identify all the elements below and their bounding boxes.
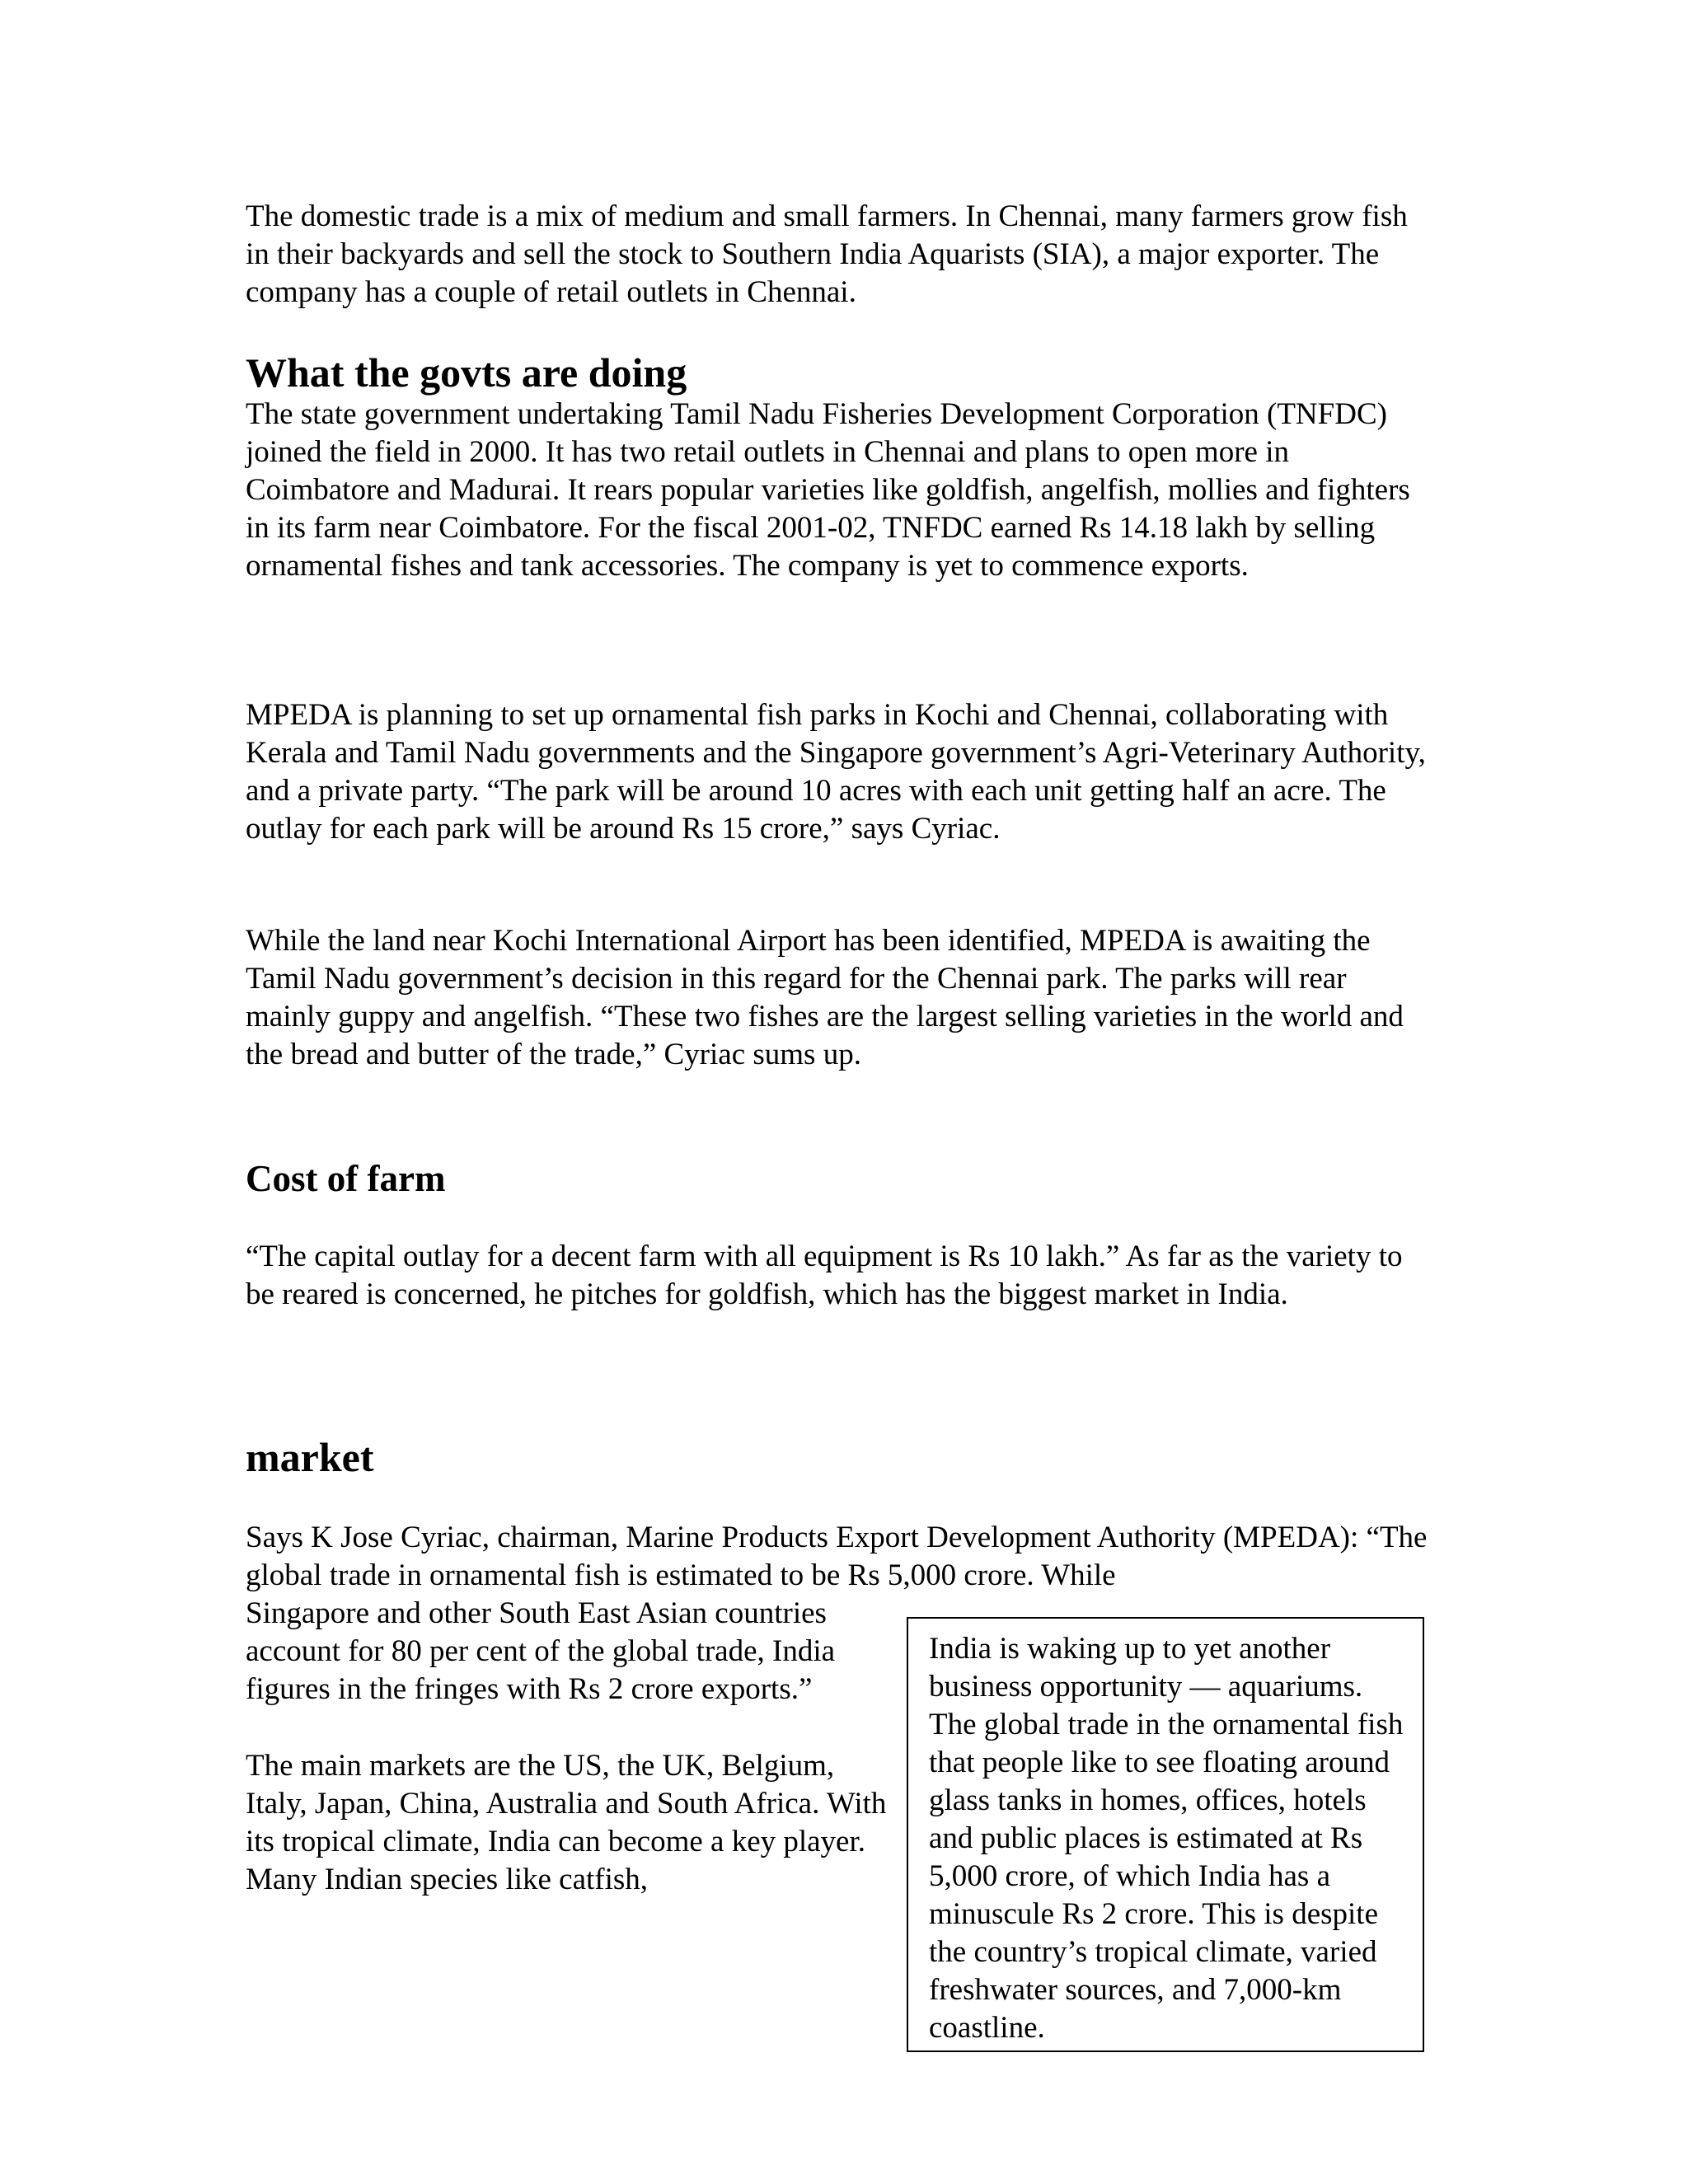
cost-heading: Cost of farm bbox=[246, 1158, 446, 1199]
govts-paragraph-kochi-land: While the land near Kochi International Airport has been identified, MPEDA is awaiting the Tamil Nadu government’s decision in this regard for the Chennai park. The parks will rear mainly guppy and angelfish. “These two fishes are the largest selling varieties in the world and the bread and butter of the trade,” Cyriac sums up. bbox=[246, 924, 1404, 1071]
govts-paragraph-mpeda-parks: MPEDA is planning to set up ornamental fish parks in Kochi and Chennai, collaborating with Kerala and Tamil Nadu governments and the Singapore government’s Agri-Veterinary Authority, and a private party. “The park will be around 10 acres with each unit getting half an acre. The outlay for each park will be around Rs 15 crore,” says Cyriac. bbox=[246, 698, 1426, 846]
market-paragraph-intro-continued: Singapore and other South East Asian countries account for 80 per cent of the global trade, India figures in the fringes with Rs 2 crore exports.” bbox=[246, 1596, 836, 1706]
govts-paragraph-tnfdc: The state government undertaking Tamil Nadu Fisheries Development Corporation (TNFDC) joined the field in 2000. It has two retail outlets in Chennai and plans to open more in Coimbatore and Madurai. It rears popular varieties like goldfish, angelfish, mollies and fighters in its farm near Coimbatore. For the fiscal 2001-02, TNFDC earned Rs 14.18 lakh by selling ornamental fishes and tank accessories. The company is yet to commence exports. bbox=[246, 397, 1410, 583]
intro-paragraph: The domestic trade is a mix of medium and small farmers. In Chennai, many farmers grow fish in their backyards and sell the stock to Southern India Aquarists (SIA), a major exporter. The company has a couple of retail outlets in Chennai. bbox=[246, 199, 1408, 309]
market-paragraph-intro: Says K Jose Cyriac, chairman, Marine Products Export Development Authority (MPEDA): “The global trade in ornamental fish is estimated to be Rs 5,000 crore. While bbox=[246, 1521, 1428, 1592]
market-paragraph-main-markets: The main markets are the US, the UK, Belgium, Italy, Japan, China, Australia and South Africa. With its tropical climate, India can become a key player. Many Indian species like catfish, bbox=[246, 1749, 887, 1896]
sidebar-box bbox=[907, 1617, 1424, 2052]
sidebar-text: India is waking up to yet another business opportunity — aquariums. The global trade in the ornamental fish that people like to see floating around glass tanks in homes, offices, hotels and public places is estimated at Rs 5,000 crore, of which India has a minuscule Rs 2 crore. This is despite the country’s tropical climate, varied freshwater sources, and 7,000-km coastline. bbox=[929, 1632, 1404, 2045]
govts-heading: What the govts are doing bbox=[246, 349, 687, 396]
market-heading: market bbox=[246, 1434, 374, 1480]
cost-paragraph: “The capital outlay for a decent farm with all equipment is Rs 10 lakh.” As far as the variety to be reared is concerned, he pitches for goldfish, which has the biggest market in India. bbox=[246, 1240, 1403, 1311]
